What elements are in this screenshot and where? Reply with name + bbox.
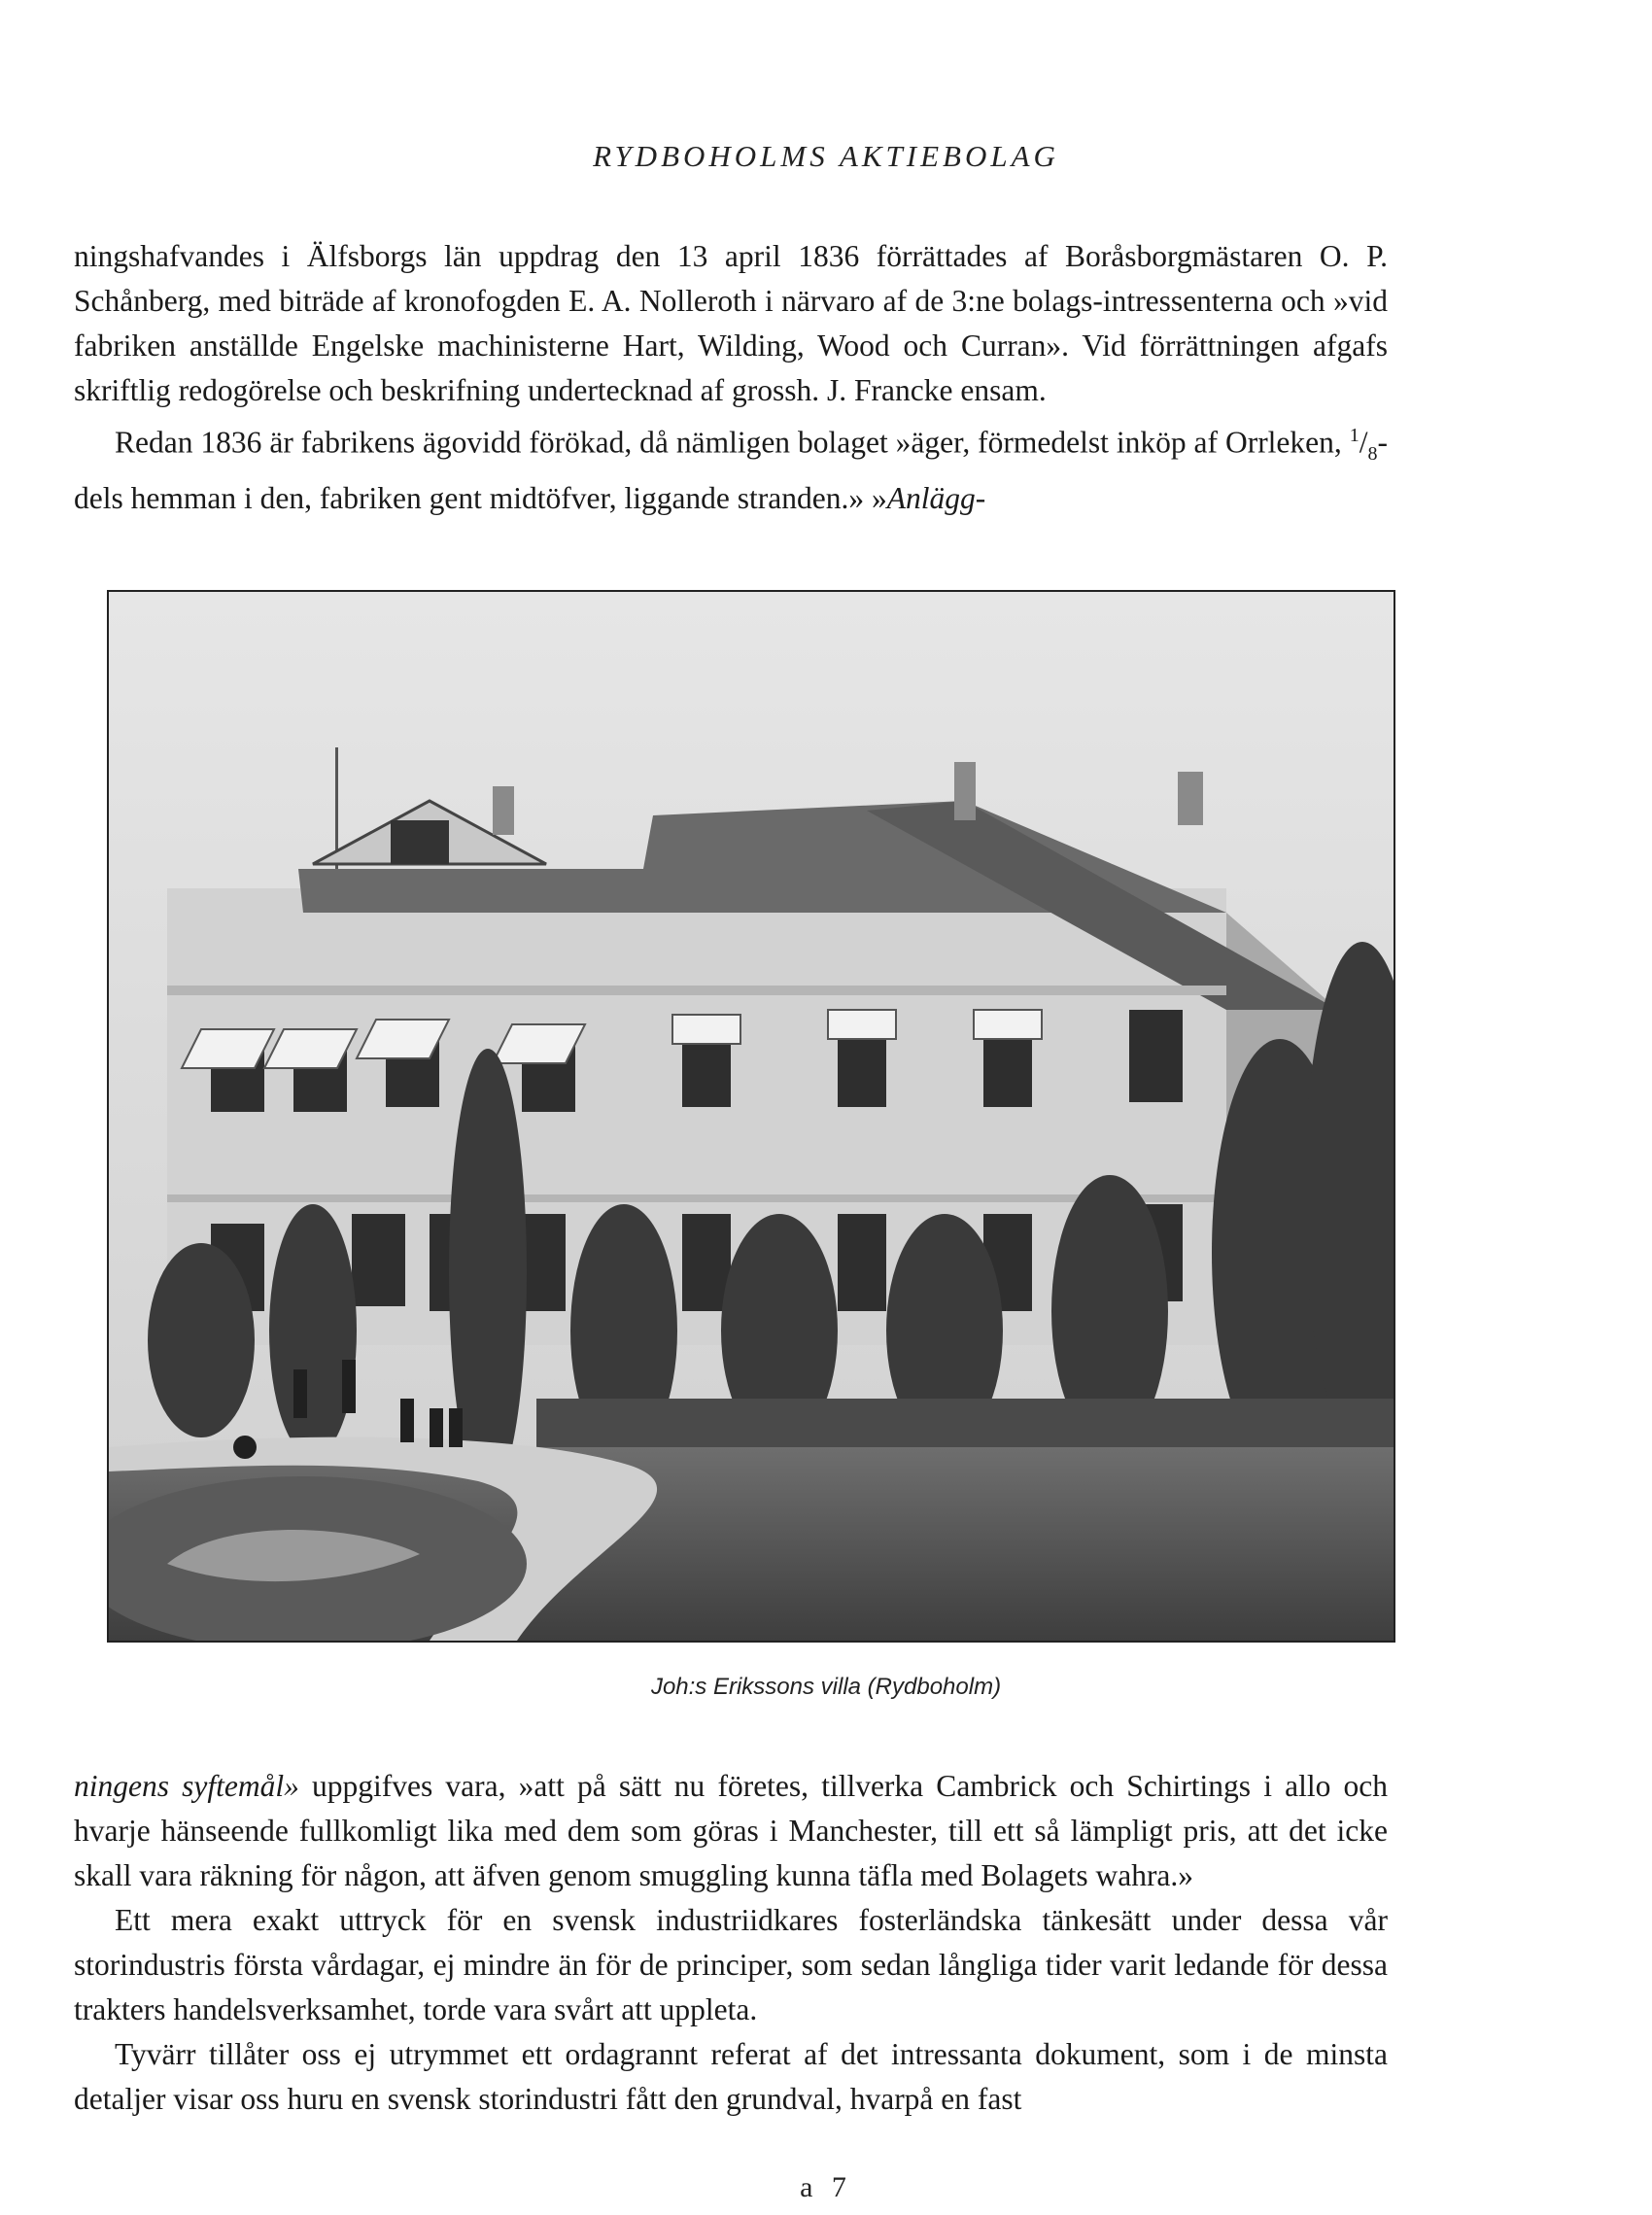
page-number: a 7	[800, 2171, 852, 2203]
paragraph: Tyvärr tillåter oss ej utrymmet ett ordagrannt referat af det intressanta dokument, som i de minsta detaljer visar oss huru en svensk storindustri fått den grundval, hvarpå en fast	[74, 2037, 1388, 2116]
paragraph: Ett mera exakt uttryck för en svensk industriidkares fosterländska tänkesätt under dessa vår storindustris första vårdagar, ej mindre än för de principer, som sedan långliga tider varit ledande för dessa trakters handelsverksamhet, torde vara svårt att uppleta.	[74, 1903, 1388, 2026]
fraction-denominator: 8	[1367, 442, 1378, 465]
paragraph: ningshafvandes i Älfsborgs län uppdrag den 13 april 1836 förrättades af Boråsborgmästaren O. P. Schånberg, med biträde af kronofogden E. A. Nolleroth i närvaro af de 3:ne bolags-intressenterna och »vid fabriken anställde Engelske machinisterne Hart, Wilding, Wood och Curran». Vid förrättningen afgafs skriftlig redogörelse och beskrifning undertecknad af grossh. J. Francke ensam.	[74, 239, 1388, 407]
villa-photograph	[107, 590, 1395, 1643]
italic-text: ningens syftemål»	[74, 1769, 299, 1803]
text-block-bottom	[74, 1764, 1388, 2122]
villa-photo-illustration	[109, 592, 1394, 1641]
paragraph-text: Redan 1836 är fabrikens ägovidd förökad, då nämligen bolaget »äger, förmedelst inköp af Orrleken,	[115, 425, 1350, 460]
text-block-top	[74, 234, 1388, 521]
running-header: RYDBOHOLMS AKTIEBOLAG	[593, 139, 1059, 173]
italic-text: Anlägg-	[886, 480, 986, 515]
paragraph-text: -dels hemman i den, fabriken gent midtöfver, liggande stranden.» »	[74, 425, 1388, 515]
photo-caption: Joh:s Erikssons villa (Rydboholm)	[650, 1674, 1002, 1700]
paragraph-text: uppgifves vara, »att på sätt nu företes, tillverka Cambrick och Schirtings i allo och hvarje hänseende fullkomligt lika med dem som göras i Manchester, till ett så lämpligt pris, att det icke skall vara räkning för någon, att äfven genom smuggling kunna täfla med Bolagets wahra.»	[74, 1769, 1388, 1892]
paragraph	[74, 1764, 1388, 1898]
paragraph: Redan 1836 är fabrikens ägovidd förökad, då nämligen bolaget »äger, förmedelst inköp af Orrleken, $^1/_8$-dels hemman i den, fabriken gent midtöfver, liggande stranden.» »Anlägg-	[74, 425, 1388, 515]
fraction-numerator: 1	[1349, 425, 1359, 446]
